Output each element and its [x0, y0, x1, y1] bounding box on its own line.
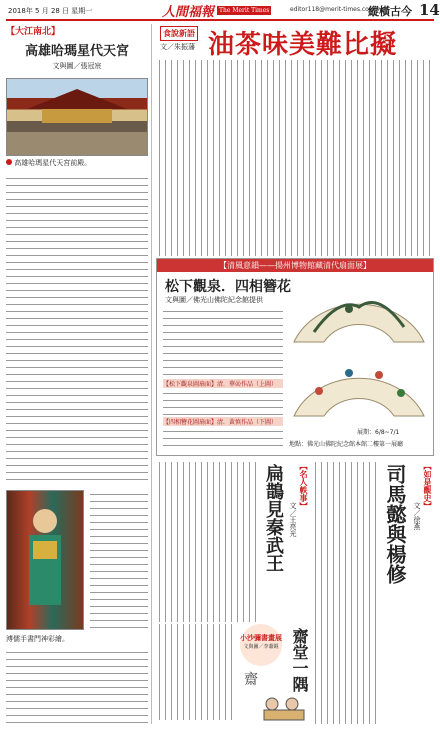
small-monk-body: [156, 624, 236, 720]
fan-painting-pine[interactable]: [289, 277, 429, 347]
exhibit-label-1: 【松下觀泉圖扇面】清．華嵒作品（上圖）: [163, 379, 283, 388]
exhibit-label-2: 【四相簪花圖扇面】清．黃慎作品（下圖）: [163, 417, 283, 426]
small-monk-byline: 文與圖／李蕭錕: [243, 644, 279, 650]
small-monk-title: 齋堂一隅: [290, 628, 309, 692]
temple-photo[interactable]: [6, 78, 148, 156]
right-article-title: 油茶味美難比擬: [208, 30, 398, 60]
small-monk-box: [156, 624, 310, 724]
small-monk-badge: [240, 624, 282, 666]
left-article: [6, 24, 148, 724]
people-tag: 【名人軼事】: [299, 462, 309, 510]
newspaper-logo[interactable]: [162, 2, 271, 18]
logo-main: 人間福報: [162, 4, 215, 20]
left-article-body-2: [90, 490, 148, 630]
exhibit-body: [163, 307, 283, 375]
exhibit-body-3: [163, 427, 283, 451]
column-divider: [151, 24, 152, 724]
temple-roof-icon: [7, 87, 147, 127]
exhibit-caption: 展期：6/8~7/1: [357, 429, 400, 436]
history-tag: 【如是觀史】: [423, 462, 433, 510]
history-article: [380, 462, 434, 724]
history-byline: 文／徐燕: [413, 502, 421, 530]
logo-en: The Merit Times: [219, 6, 270, 14]
page-number: 14: [419, 1, 440, 19]
right-article-body: [156, 60, 434, 256]
door-god-photo[interactable]: [6, 490, 84, 630]
header-rule: [6, 19, 434, 21]
history-body: [312, 462, 378, 724]
left-article-title: 高雄哈瑪星代天宮: [24, 44, 129, 59]
exhibit-title: 松下觀泉．四相簪花: [165, 279, 291, 295]
section-name: 縱橫古今: [368, 5, 412, 18]
fan-painting-flowers[interactable]: [289, 351, 429, 421]
temple-photo-caption: 高雄哈瑪星代天宮前殿。: [6, 158, 91, 168]
right-article: [156, 24, 434, 256]
left-article-body-3: [6, 648, 148, 724]
monk-cartoon[interactable]: [240, 670, 320, 724]
right-article-tag: 食說新語: [160, 26, 198, 41]
exhibit-body-2: [163, 389, 283, 415]
left-article-body: [6, 174, 148, 486]
history-title: 司馬懿與楊修: [383, 464, 407, 584]
left-article-tag: 【大江南北】: [6, 27, 61, 37]
small-monk-tag: 小沙彌書畫展: [240, 634, 282, 642]
svg-text:齋: 齋: [244, 672, 258, 688]
right-article-byline: 文／朱振藩: [160, 43, 195, 51]
exhibit-banner: 【清風意韻——揚州博物館藏清代扇面展】: [157, 259, 433, 272]
caption-bullet-icon: [6, 159, 12, 165]
editor-email[interactable]: editor118@merit-times.com.tw: [290, 6, 384, 13]
exhibit-byline: 文與圖／佛光山佛陀紀念館提供: [165, 296, 263, 304]
people-byline: 文／王亮光: [289, 502, 297, 537]
people-article: [262, 462, 310, 622]
exhibit-box: [156, 258, 434, 456]
door-god-caption: 溥儒手書門神彩繪。: [6, 635, 69, 643]
people-body: [156, 462, 260, 622]
left-article-byline: 文與圖／張冠宸: [52, 62, 102, 70]
people-title: 扁鵲見秦武王: [263, 464, 284, 572]
exhibit-caption-2: 地點：佛光山佛陀紀念館本館二樓第一展廳: [289, 441, 404, 448]
door-god-figure-icon: [7, 491, 83, 629]
issue-date: 2018年 5 月 28 日 星期一: [8, 7, 93, 15]
